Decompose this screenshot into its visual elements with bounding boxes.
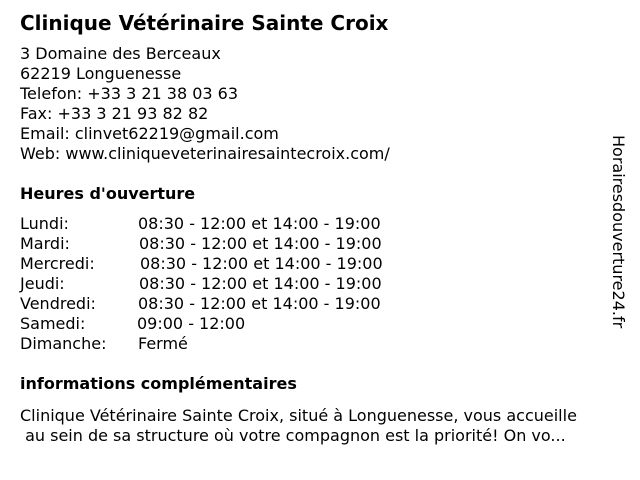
description-line-2: au sein de sa structure où votre compagnon est la priorité! On vo... <box>20 426 566 445</box>
day-label: Lundi: <box>20 214 69 233</box>
site-watermark: Horairesdouverture24.fr <box>609 135 628 329</box>
additional-info-heading: informations complémentaires <box>20 374 297 393</box>
day-label: Jeudi: <box>20 274 65 293</box>
day-hours: 08:30 - 12:00 et 14:00 - 19:00 <box>139 234 382 253</box>
additional-info-text <box>20 406 626 446</box>
email-address[interactable]: Email: clinvet62219@gmail.com <box>20 124 279 143</box>
phone-number[interactable]: Telefon: +33 3 21 38 03 63 <box>20 84 239 103</box>
description-line-1: Clinique Vétérinaire Sainte Croix, situé à Longuenesse, vous accueille <box>20 406 577 425</box>
day-label: Vendredi: <box>20 294 96 313</box>
day-label: Samedi: <box>20 314 86 333</box>
contact-block <box>20 44 390 164</box>
day-label: Mardi: <box>20 234 70 253</box>
address-line-2: 62219 Longuenesse <box>20 64 182 83</box>
fax-number: Fax: +33 3 21 93 82 82 <box>20 104 209 123</box>
website-link[interactable]: Web: www.cliniqueveterinairesaintecroix.com/ <box>20 144 390 163</box>
day-hours: 08:30 - 12:00 et 14:00 - 19:00 <box>139 274 382 293</box>
day-label: Dimanche: <box>20 334 107 353</box>
address-line-1: 3 Domaine des Berceaux <box>20 44 221 63</box>
day-hours: Fermé <box>138 334 188 353</box>
clinic-name: Clinique Vétérinaire Sainte Croix <box>20 11 389 35</box>
opening-hours-heading: Heures d'ouverture <box>20 184 196 203</box>
day-hours: 08:30 - 12:00 et 14:00 - 19:00 <box>138 294 381 313</box>
day-label: Mercredi: <box>20 254 95 273</box>
day-hours: 08:30 - 12:00 et 14:00 - 19:00 <box>138 214 381 233</box>
day-hours: 08:30 - 12:00 et 14:00 - 19:00 <box>140 254 383 273</box>
day-hours: 09:00 - 12:00 <box>137 314 246 333</box>
